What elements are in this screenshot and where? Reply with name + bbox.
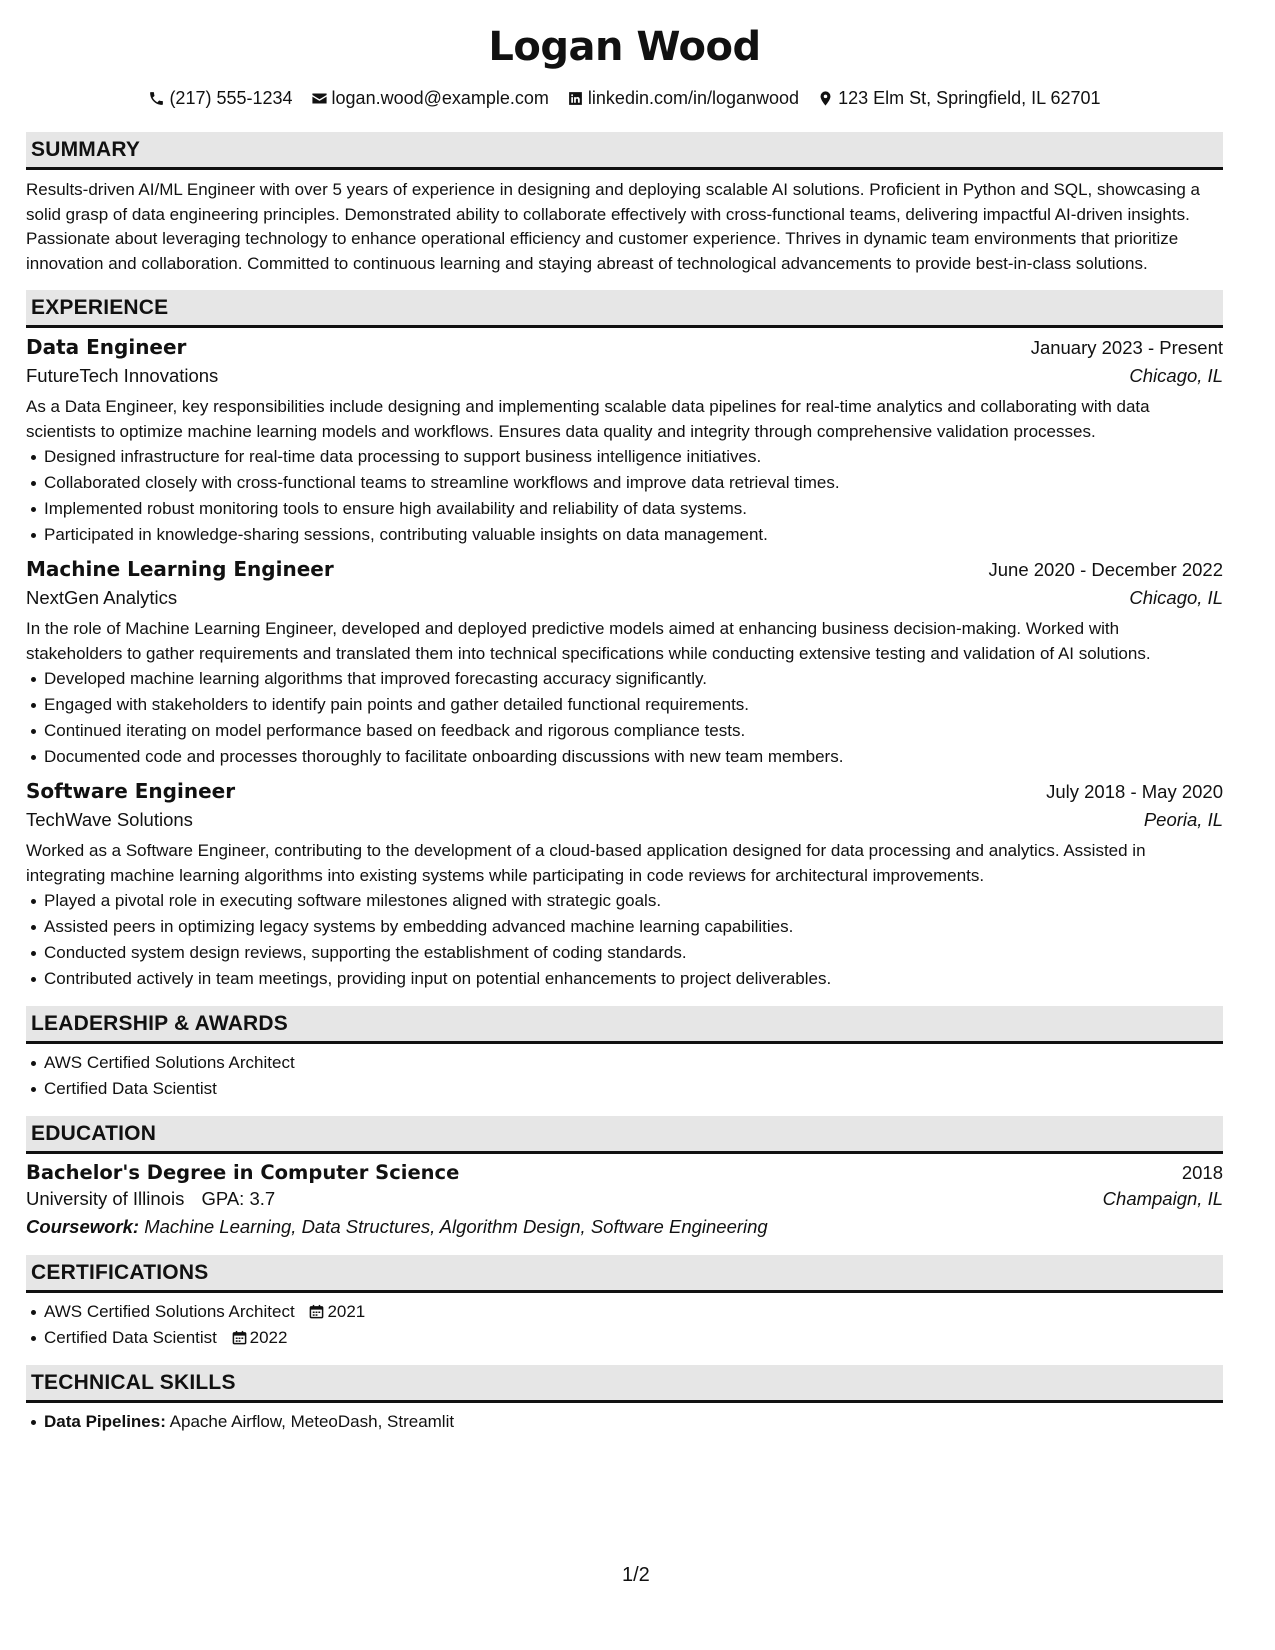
job-location: Peoria, IL [1143,809,1223,830]
school-location: Champaign, IL [1102,1188,1223,1209]
degree-title: Bachelor's Degree in Computer Science [26,1161,460,1184]
list-item: AWS Certified Solutions Architect [26,1050,1223,1076]
linkedin-icon [567,90,584,107]
education-heading: EDUCATION [26,1116,1223,1154]
list-item: Played a pivotal role in executing software milestones aligned with strategic goals. [26,888,1223,914]
skill-label: Data Pipelines: [44,1412,166,1431]
job-entry [26,557,1223,770]
coursework-list: Machine Learning, Data Structures, Algorithm Design, Software Engineering [144,1216,768,1237]
experience-section [26,290,1223,992]
job-dates: June 2020 - December 2022 [988,559,1223,580]
job-bullets [26,888,1223,992]
calendar-icon [309,1304,324,1319]
job-entry [26,335,1223,548]
phone-text: (217) 555-1234 [169,87,293,108]
contact-phone [148,88,292,109]
list-item: Collaborated closely with cross-functional teams to streamline workflows and improve data retrieval times. [26,470,1223,496]
job-bullets [26,444,1223,548]
skills-heading: TECHNICAL SKILLS [26,1365,1223,1403]
linkedin-text: linkedin.com/in/loganwood [587,87,800,108]
list-item [26,1325,1223,1351]
list-item: Implemented robust monitoring tools to ensure high availability and reliability of data systems. [26,496,1223,522]
skill-value: Apache Airflow, MeteoDash, Streamlit [169,1412,455,1431]
job-description: As a Data Engineer, key responsibilities include designing and implementing scalable data pipelines for real-time analytics and collaborating with data scientists to optimize machine learning models and workflows. Ensures data quality and integrity through comprehensive validation processes. [26,397,1150,441]
list-item: Developed machine learning algorithms that improved forecasting accuracy significantly. [26,666,1223,692]
list-item [26,1299,1223,1325]
list-item: Continued iterating on model performance based on feedback and rigorous compliance tests. [26,718,1223,744]
contact-address [817,88,1101,109]
leadership-heading: LEADERSHIP & AWARDS [26,1006,1223,1044]
experience-heading: EXPERIENCE [26,290,1223,328]
leadership-list [26,1050,1223,1102]
job-company: NextGen Analytics [26,587,178,608]
contact-bar [26,78,1223,118]
certification-year: 2022 [249,1328,288,1347]
list-item: Participated in knowledge-sharing sessions, contributing valuable insights on data management. [26,522,1223,548]
job-description: In the role of Machine Learning Engineer, developed and deployed predictive models aimed at enhancing business decision-making. Worked with stakeholders to gather requirements and translated them into technical specifications while conducting extensive testing and validation of AI solutions. [26,619,1151,663]
list-item: Contributed actively in team meetings, providing input on potential enhancements to project deliverables. [26,966,1223,992]
job-entry [26,779,1223,992]
list-item: Conducted system design reviews, supporting the establishment of coding standards. [26,940,1223,966]
job-location: Chicago, IL [1129,365,1223,386]
certification-year: 2021 [327,1302,366,1321]
map-pin-icon [817,90,834,107]
job-title: Machine Learning Engineer [26,557,334,581]
list-item: Designed infrastructure for real-time data processing to support business intelligence initiatives. [26,444,1223,470]
job-description: Worked as a Software Engineer, contributing to the development of a cloud-based application designed for data processing and analytics. Assisted in integrating machine learning algorithms into existing systems while participating in code reviews for architectural improvements. [26,841,1146,885]
certification-name: AWS Certified Solutions Architect [44,1302,295,1321]
page-number: 1/2 [622,1564,650,1586]
address-text: 123 Elm St, Springfield, IL 62701 [838,87,1101,108]
school-name: University of Illinois [26,1188,185,1209]
list-item: Assisted peers in optimizing legacy systems by embedding advanced machine learning capabilities. [26,914,1223,940]
education-section [26,1116,1223,1238]
job-title: Data Engineer [26,335,187,359]
summary-heading: SUMMARY [26,132,1223,170]
summary-text: Results-driven AI/ML Engineer with over 5 years of experience in designing and deploying scalable AI solutions. Proficient in Python and SQL, showcasing a solid grasp of data engineering principles. Demonstrated ability to collaborate effectively with cross-functional teams, delivering impactful AI-driven insights. Passionate about leveraging technology to enhance operational efficiency and customer experience. Thrives in dynamic team environments that prioritize innovation and collaboration. Committed to continuous learning and staying abreast of technological advancements to provide best-in-class solutions. [26,180,1200,273]
job-dates: January 2023 - Present [1030,337,1223,358]
calendar-icon [232,1330,247,1345]
certification-name: Certified Data Scientist [44,1328,217,1347]
leadership-section [26,1006,1223,1102]
list-item: Engaged with stakeholders to identify pain points and gather detailed functional requirements. [26,692,1223,718]
certifications-list [26,1299,1223,1351]
job-bullets [26,666,1223,770]
job-location: Chicago, IL [1129,587,1223,608]
job-dates: July 2018 - May 2020 [1046,781,1223,802]
email-text: logan.wood@example.com [331,87,549,108]
job-company: TechWave Solutions [26,809,193,830]
job-title: Software Engineer [26,779,236,803]
list-item: Certified Data Scientist [26,1076,1223,1102]
phone-icon [148,90,165,107]
skills-section [26,1365,1223,1435]
candidate-name: Logan Wood [488,24,761,70]
list-item: Documented code and processes thoroughly to facilitate onboarding discussions with new team members. [26,744,1223,770]
contact-email[interactable] [311,88,549,109]
certifications-heading: CERTIFICATIONS [26,1255,1223,1293]
graduation-year: 2018 [1181,1162,1223,1183]
summary-section [26,132,1223,276]
job-company: FutureTech Innovations [26,365,219,386]
certifications-section [26,1255,1223,1351]
list-item [26,1409,1223,1435]
contact-linkedin[interactable] [567,88,799,109]
coursework-label: Coursework: [26,1216,140,1237]
gpa: GPA: 3.7 [201,1188,276,1209]
skills-list [26,1409,1223,1435]
coursework-line [26,1216,1223,1238]
envelope-icon [311,90,328,107]
